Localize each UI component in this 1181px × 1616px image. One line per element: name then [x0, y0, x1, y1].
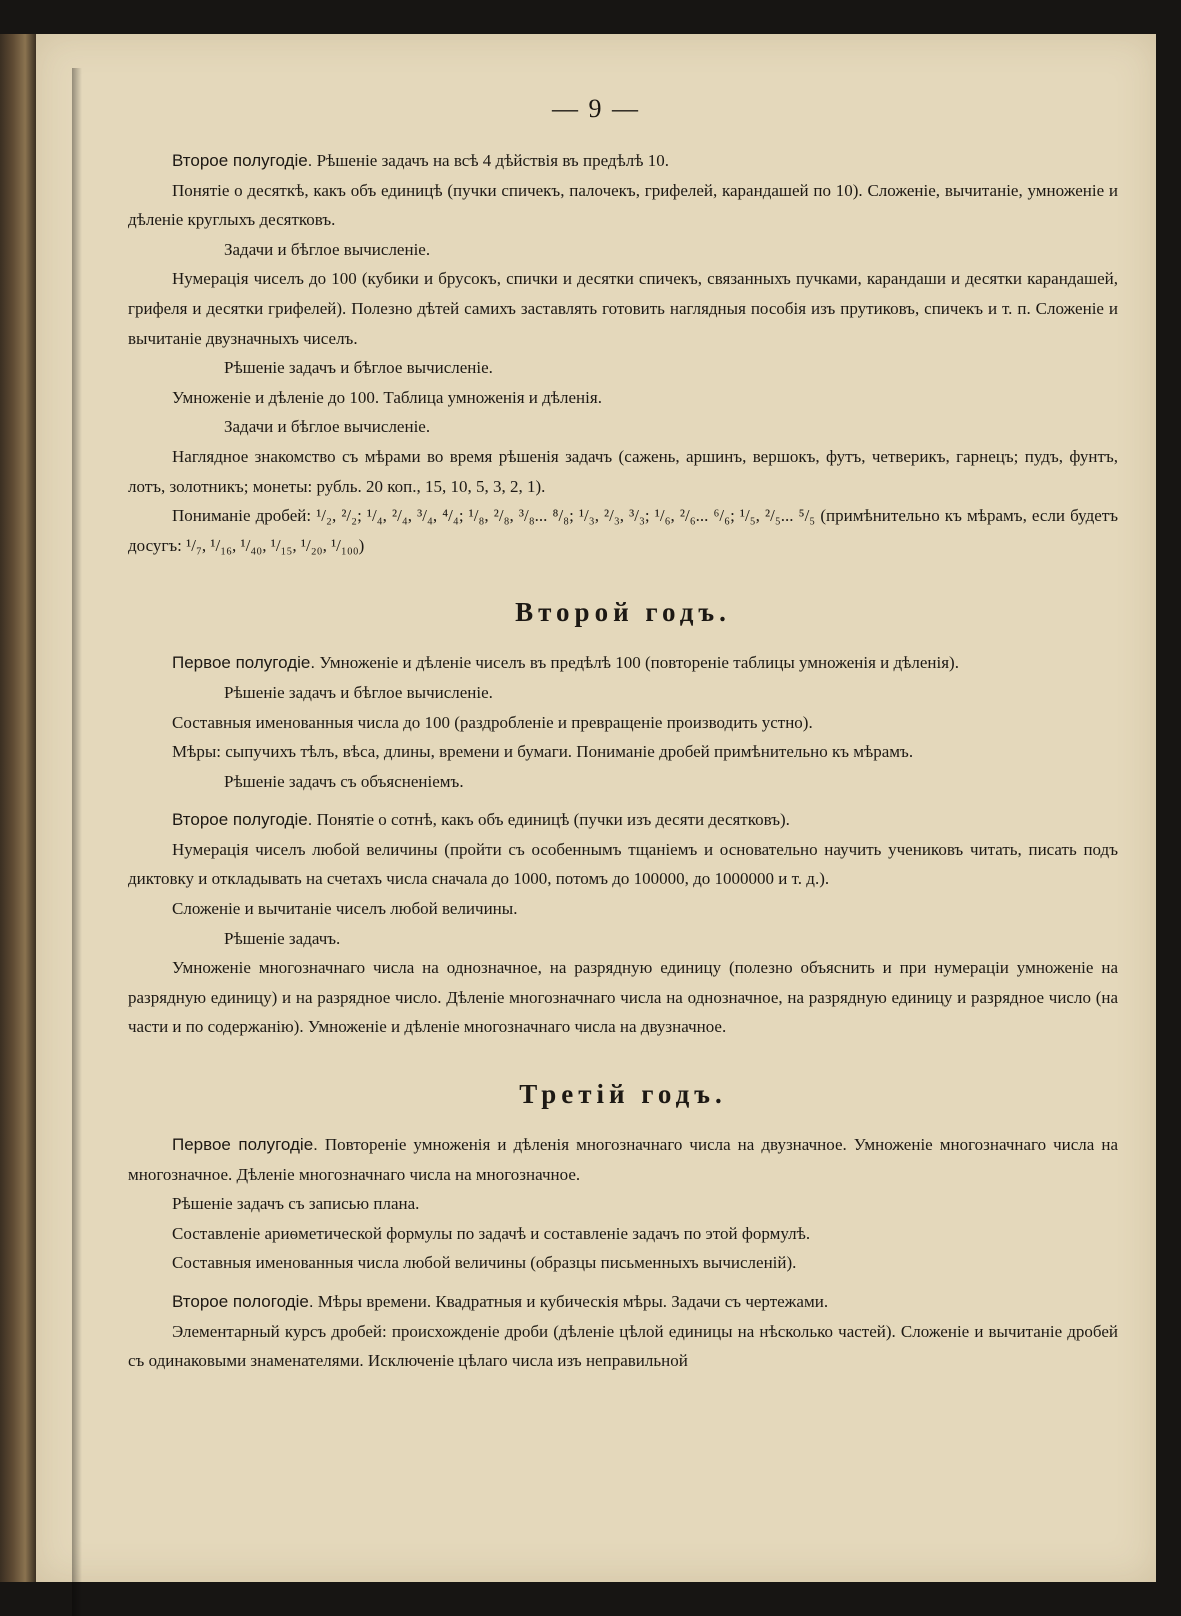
- paragraph: [128, 1130, 1118, 1189]
- paragraph: Умноженіе многозначнаго числа на однозначное, на разрядную единицу (полезно объяснить и при нумераціи умноженіе на разрядную единицу) и на разрядное число. Дѣленіе многозначнаго числа на однозначное, на разрядную единицу и разрядное число (на части и по содержанію). Умноженіе и дѣленіе многозначнаго числа на двузначное.: [128, 958, 1118, 1037]
- page-fold-shadow: [72, 68, 82, 1616]
- section-heading: Второй годъ.: [515, 597, 731, 628]
- paragraph-lead: Первое полугодіе.: [172, 1135, 318, 1155]
- paragraph-text: Мѣры времени. Квадратныя и кубическія мѣры. Задачи съ чертежами.: [313, 1292, 829, 1311]
- paragraph: Составныя именованныя числа любой величины (образцы письменныхъ вычисленій).: [172, 1253, 797, 1273]
- paragraph: Задачи и бѣглое вычисленіе.: [224, 239, 431, 259]
- paragraph: Рѣшеніе задачъ.: [224, 928, 341, 948]
- paragraph-text: Рѣшеніе задачъ на всѣ 4 дѣйствія въ предѣлѣ 10.: [312, 151, 669, 170]
- book-binding: [0, 34, 36, 1582]
- page-number: — 9 —: [552, 94, 640, 123]
- paragraph: Понятіе о десяткѣ, какъ объ единицѣ (пучки спичекъ, палочекъ, грифелей, карандашей по 10). Сложеніе, вычитаніе, умноженіе и дѣленіе круглыхъ десятковъ.: [128, 180, 1118, 230]
- document-page: [36, 34, 1156, 1582]
- paragraph: [128, 146, 1118, 176]
- paragraph-lead: Второе полугодіе.: [172, 151, 313, 170]
- paragraph: [128, 648, 1118, 678]
- paragraph: Составныя именованныя числа до 100 (раздробленіе и превращеніе производить устно).: [172, 712, 813, 732]
- paragraph-text: Понятіе о сотнѣ, какъ объ единицѣ (пучки изъ десяти десятковъ).: [312, 810, 790, 830]
- paragraph-text: Умноженіе и дѣленіе чиселъ въ предѣлѣ 100 (повтореніе таблицы умноженія и дѣленія).: [315, 653, 959, 673]
- paragraph: Рѣшеніе задачъ и бѣглое вычисленіе.: [224, 682, 493, 702]
- paragraph-lead: Первое полугодіе.: [172, 653, 316, 673]
- body-text: [128, 146, 1118, 1376]
- paragraph: Сложеніе и вычитаніе чиселъ любой величины.: [172, 899, 518, 919]
- paragraph: Рѣшеніе задачъ съ объясненіемъ.: [224, 771, 464, 791]
- paragraph: Задачи и бѣглое вычисленіе.: [224, 417, 431, 437]
- paragraph: Пониманіе дробей: ¹/₂, ²/₂; ¹/₄, ²/₄, ³/₄, ⁴/₄; ¹/₈, ²/₈, ³/₈... ⁸/₈; ¹/₃, ²/₃, ³/₃; ¹/₆, ²/₆... ⁶/₆; ¹/₅, ²/₅... ⁵/₅ (примѣнительно къ мѣрамъ, если будетъ досугъ: ¹/₇, ¹/₁₆, ¹/₄₀, ¹/₁₅, ¹/₂₀, ¹/₁₀₀): [128, 506, 1118, 555]
- paragraph: Мѣры: сыпучихъ тѣлъ, вѣса, длины, времени и бумаги. Пониманіе дробей примѣнительно къ мѣрамъ.: [172, 742, 914, 762]
- paragraph: Нумерація чиселъ любой величины (пройти съ особеннымъ тщаніемъ и основательно научить учениковъ читать, писать подъ диктовку и откладывать на счетахъ числа сначала до 1000, потомъ до 100000, до 1000000 и т. д.).: [128, 839, 1118, 889]
- paragraph: Составленіе ариѳметической формулы по задачѣ и составленіе задачъ по этой формулѣ.: [172, 1223, 811, 1243]
- paragraph: Рѣшеніе задачъ съ записью плана.: [172, 1194, 420, 1214]
- paragraph: [128, 1287, 1118, 1317]
- paragraph-lead: Второе полугодіе.: [172, 810, 313, 830]
- paragraph: Умноженіе и дѣленіе до 100. Таблица умноженія и дѣленія.: [172, 387, 602, 407]
- paragraph: Элементарный курсъ дробей: происхожденіе дроби (дѣленіе цѣлой единицы на нѣсколько частей). Сложеніе и вычитаніе дробей съ одинаковыми знаменателями. Исключеніе цѣлаго числа изъ неправильной: [128, 1321, 1118, 1371]
- paragraph-lead: Второе пологодіе.: [172, 1292, 314, 1311]
- paragraph: Рѣшеніе задачъ и бѣглое вычисленіе.: [224, 358, 493, 378]
- paragraph-text: Повтореніе умноженія и дѣленія многозначнаго числа на двузначное. Умноженіе многозначнаго числа на многозначное. Дѣленіе многозначнаго числа на многозначное.: [128, 1135, 1118, 1184]
- paragraph: Нумерація чиселъ до 100 (кубики и брусокъ, спички и десятки спичекъ, связанныхъ пучками, карандаши и десятки карандашей, грифеля и десятки грифелей). Полезно дѣтей самихъ заставлять готовить наглядныя пособія изъ прутиковъ, спичекъ и т. п. Сложеніе и вычитаніе двузначныхъ чиселъ.: [128, 269, 1118, 348]
- paragraph: Наглядное знакомство съ мѣрами во время рѣшенія задачъ (сажень, аршинъ, вершокъ, футъ, четверикъ, гарнецъ; пудъ, фунтъ, лотъ, золотникъ; монеты: рубль. 20 коп., 15, 10, 5, 3, 2, 1).: [128, 446, 1118, 496]
- section-heading: Третій годъ.: [519, 1079, 727, 1110]
- paragraph: [128, 805, 1118, 835]
